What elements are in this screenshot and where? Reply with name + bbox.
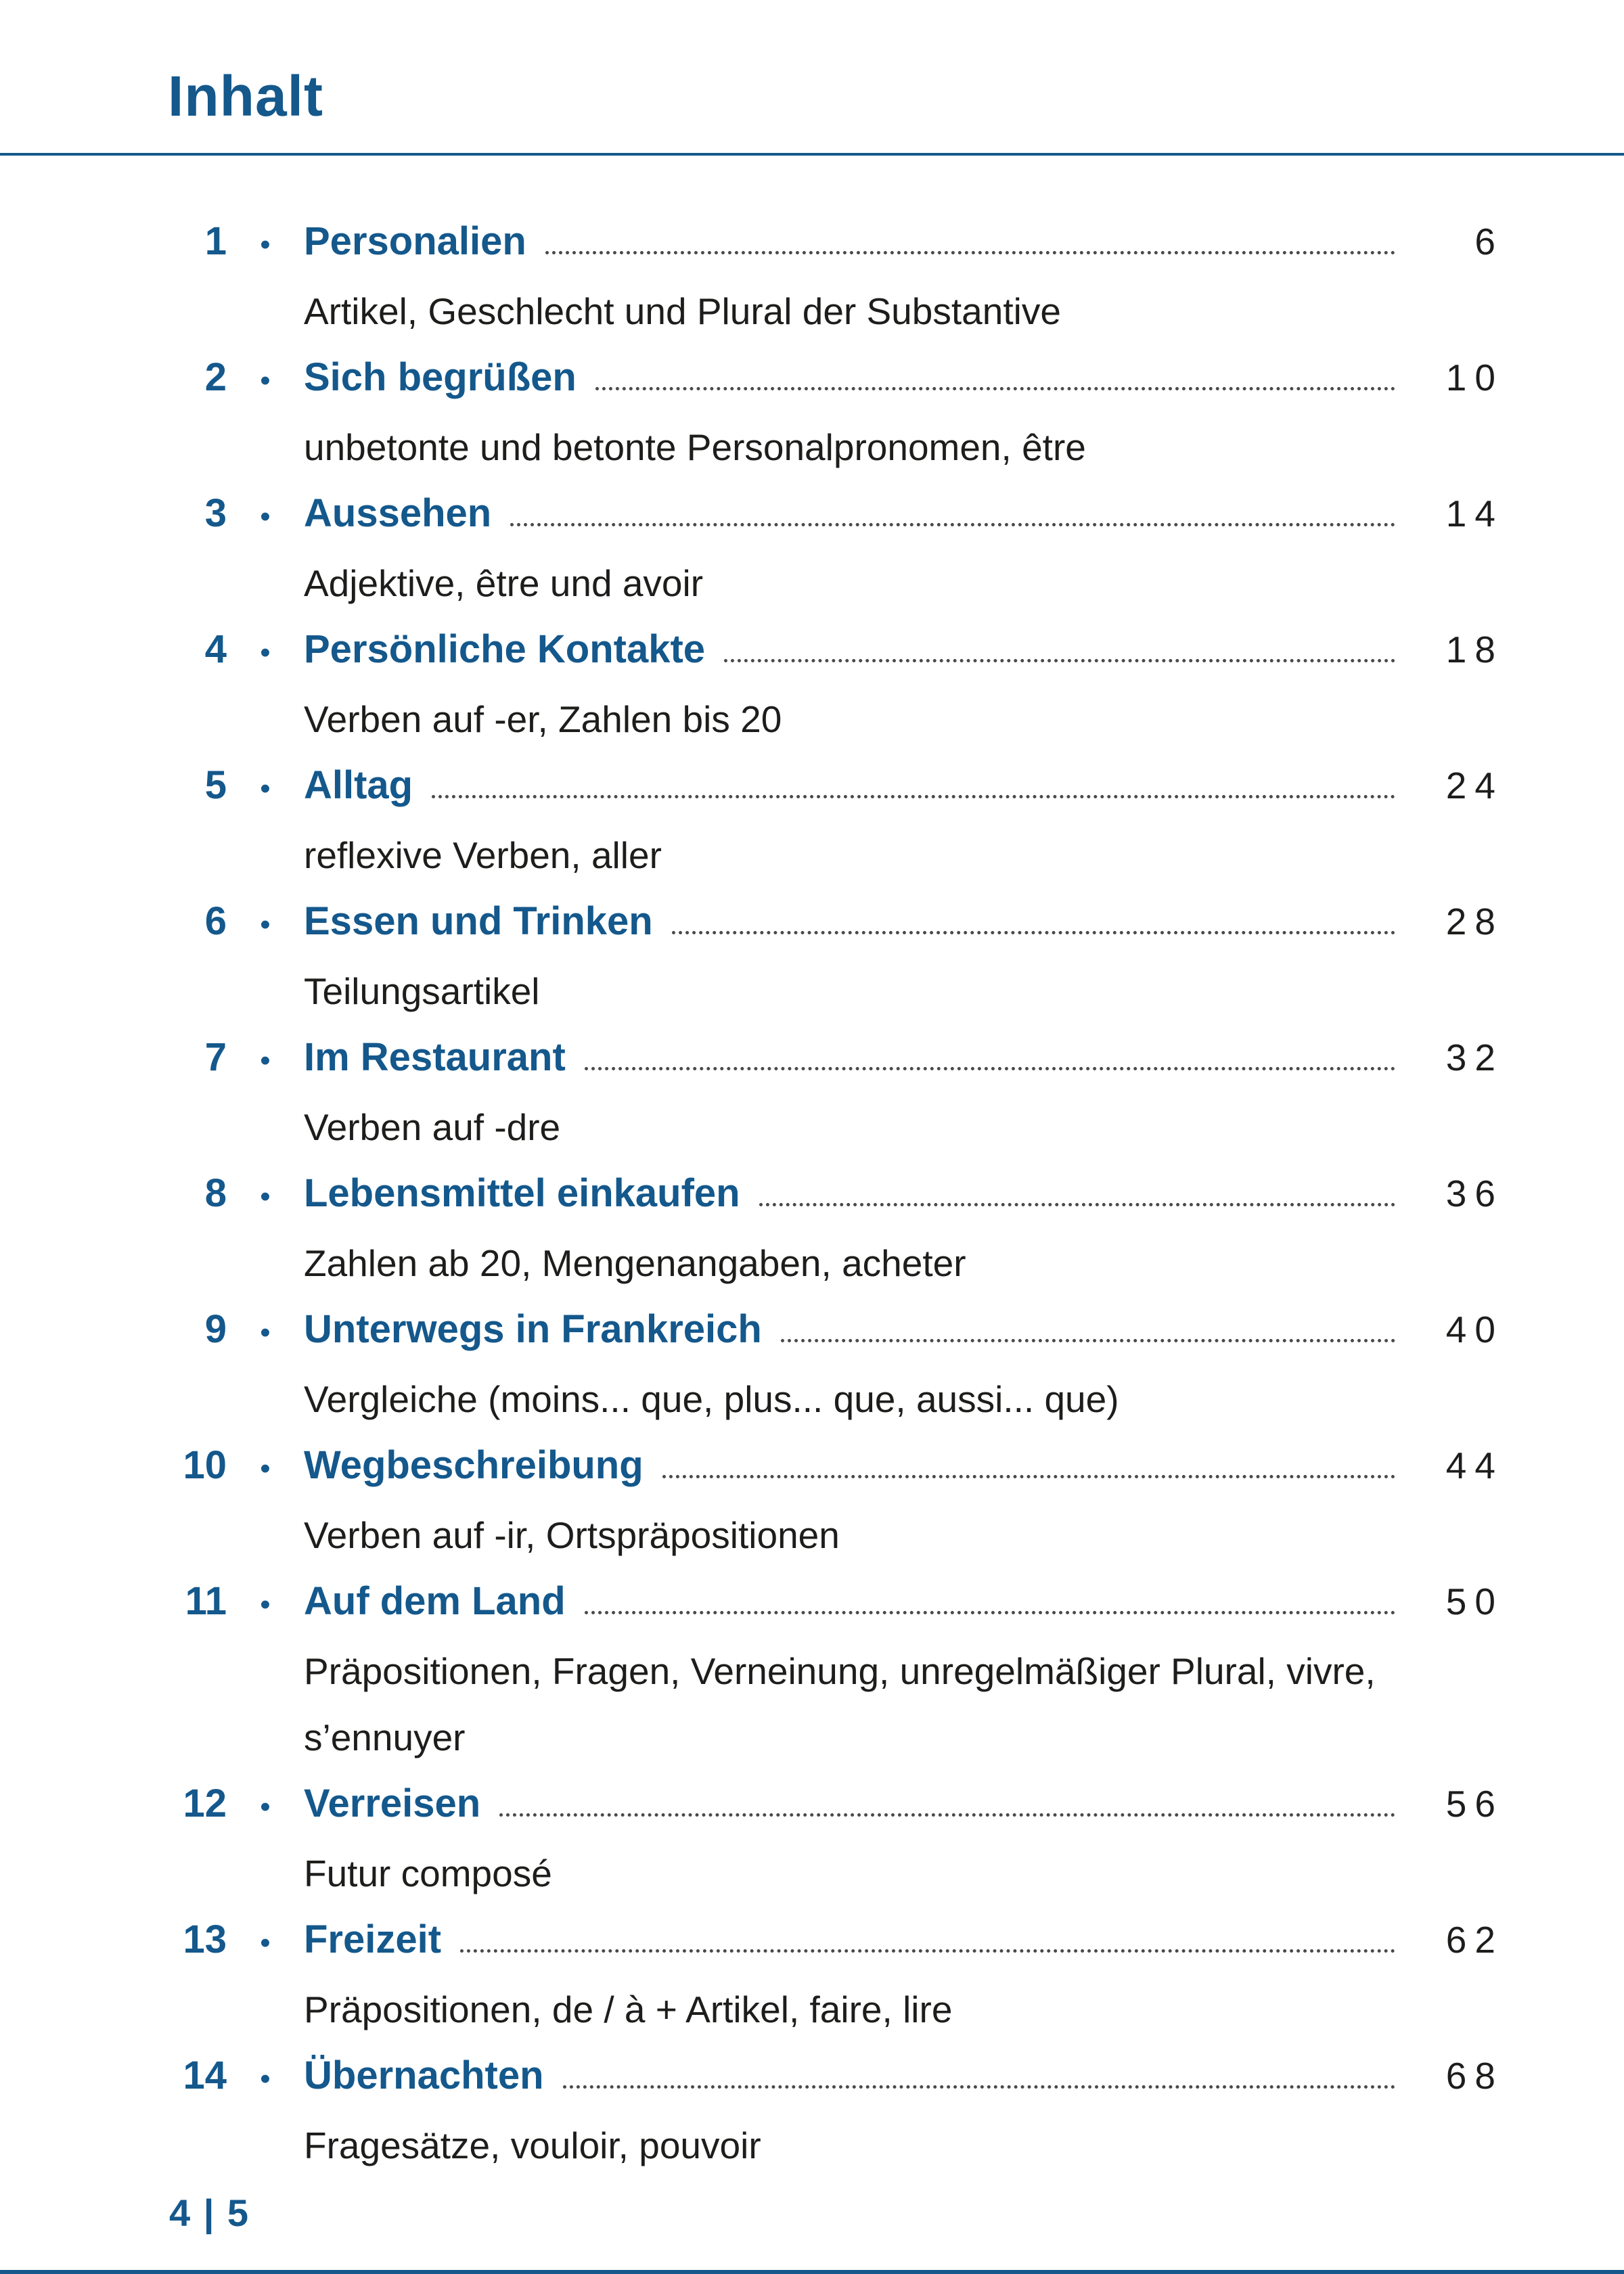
chapter-subtitle: Vergleiche (moins... que, plus... que, aussi... que): [304, 1378, 1119, 1420]
chapter-page: 14: [1445, 493, 1504, 535]
chapter-page: 24: [1445, 765, 1504, 806]
chapter-title: Übernachten: [304, 2053, 544, 2097]
dotted-leader: [460, 1949, 1395, 1953]
toc-entry-row: [169, 1024, 1504, 1094]
chapter-number: 3: [204, 491, 227, 535]
toc-entry: [169, 2043, 1504, 2179]
chapter-number: 7: [204, 1035, 227, 1079]
toc-entry: [169, 616, 1504, 752]
dotted-leader: [510, 523, 1395, 526]
chapter-page: 62: [1445, 1919, 1504, 1961]
toc-entry-row: [169, 480, 1504, 550]
toc-entry-row: [169, 752, 1504, 822]
toc-entry: [169, 1907, 1504, 2043]
chapter-number: 13: [183, 1917, 227, 1961]
page-header: [0, 0, 1624, 156]
toc-entry: [169, 480, 1504, 616]
toc-entry-row: [169, 344, 1504, 414]
toc-entry: [169, 1568, 1504, 1771]
page-footer: 4 | 5: [169, 2191, 250, 2234]
dotted-leader: [781, 1339, 1395, 1342]
dotted-leader: [563, 2085, 1396, 2089]
chapter-title: Alltag: [304, 763, 413, 807]
chapter-title: Auf dem Land: [304, 1579, 566, 1623]
chapter-page: 10: [1445, 357, 1504, 399]
chapter-title: Unterwegs in Frankreich: [304, 1307, 762, 1351]
chapter-page: 44: [1445, 1445, 1504, 1486]
dotted-leader: [585, 1067, 1395, 1070]
chapter-subtitle: Teilungsartikel: [304, 970, 540, 1012]
toc-entry-row: [169, 1160, 1504, 1230]
toc-entry: [169, 888, 1504, 1024]
chapter-number: 5: [204, 763, 227, 807]
header-divider: [0, 153, 1624, 156]
chapter-subtitle: Futur composé: [304, 1852, 552, 1894]
chapter-number: 12: [183, 1781, 227, 1825]
toc-entry-row: [169, 1907, 1504, 1976]
bullet-icon: •: [260, 1180, 271, 1213]
toc-entry-row: [169, 888, 1504, 958]
bullet-icon: •: [260, 1926, 271, 1959]
chapter-number: 11: [185, 1579, 227, 1623]
chapter-title: Aussehen: [304, 491, 492, 535]
toc-entry-row: [169, 616, 1504, 686]
chapter-number: 10: [183, 1443, 227, 1487]
bottom-divider: [0, 2270, 1624, 2274]
chapter-number: 14: [183, 2053, 227, 2097]
chapter-page: 50: [1445, 1581, 1504, 1622]
bullet-icon: •: [260, 772, 271, 805]
chapter-subtitle: Präpositionen, Fragen, Verneinung, unregelmäßiger Plural, vivre, s’ennuyer: [304, 1650, 1376, 1758]
bullet-icon: •: [260, 2062, 271, 2095]
chapter-title: Verreisen: [304, 1781, 481, 1825]
chapter-subtitle: Adjektive, être und avoir: [304, 562, 704, 604]
chapter-page: 6: [1474, 221, 1504, 263]
toc-entry: [169, 1771, 1504, 1907]
toc-entry: [169, 1024, 1504, 1160]
dotted-leader: [499, 1813, 1395, 1817]
chapter-subtitle: Verben auf -dre: [304, 1106, 561, 1148]
chapter-subtitle: unbetonte und betonte Personalpronomen, être: [304, 426, 1086, 468]
bullet-icon: •: [260, 1452, 271, 1485]
chapter-title: Personalien: [304, 219, 526, 263]
toc-entry-row: [169, 1568, 1504, 1638]
dotted-leader: [759, 1203, 1395, 1206]
chapter-number: 9: [204, 1307, 227, 1351]
chapter-number: 4: [204, 627, 227, 671]
chapter-title: Sich begrüßen: [304, 355, 577, 399]
bullet-icon: •: [260, 500, 271, 533]
bullet-icon: •: [260, 908, 271, 941]
chapter-page: 28: [1445, 901, 1504, 942]
chapter-page: 68: [1445, 2055, 1504, 2097]
chapter-subtitle: Präpositionen, de / à + Artikel, faire, lire: [304, 1988, 953, 2030]
dotted-leader: [545, 251, 1395, 254]
chapter-number: 2: [204, 355, 227, 399]
chapter-number: 1: [204, 219, 227, 263]
chapter-title: Essen und Trinken: [304, 899, 653, 943]
toc-entry-row: [169, 1771, 1504, 1840]
dotted-leader: [662, 1475, 1395, 1478]
chapter-subtitle: Verben auf -er, Zahlen bis 20: [304, 698, 782, 740]
page-title: Inhalt: [168, 64, 323, 128]
chapter-subtitle: Fragesätze, vouloir, pouvoir: [304, 2124, 761, 2166]
bullet-icon: •: [260, 1044, 271, 1077]
chapter-subtitle: reflexive Verben, aller: [304, 834, 662, 876]
chapter-title: Im Restaurant: [304, 1035, 566, 1079]
toc-list: [0, 208, 1624, 2179]
dotted-leader: [432, 795, 1395, 798]
bullet-icon: •: [260, 364, 271, 397]
toc-entry: [169, 752, 1504, 888]
chapter-page: 18: [1445, 629, 1504, 670]
bullet-icon: •: [260, 228, 271, 261]
bullet-icon: •: [260, 636, 271, 669]
chapter-title: Wegbeschreibung: [304, 1443, 644, 1487]
chapter-subtitle: Artikel, Geschlecht und Plural der Substantive: [304, 290, 1061, 332]
chapter-number: 6: [204, 899, 227, 943]
chapter-page: 32: [1445, 1037, 1504, 1078]
chapter-title: Persönliche Kontakte: [304, 627, 706, 671]
dotted-leader: [724, 659, 1395, 662]
toc-entry-row: [169, 2043, 1504, 2112]
toc-entry-row: [169, 1296, 1504, 1366]
toc-entry-row: [169, 208, 1504, 278]
chapter-number: 8: [204, 1171, 227, 1215]
toc-entry: [169, 1160, 1504, 1296]
toc-entry: [169, 1296, 1504, 1432]
dotted-leader: [595, 387, 1395, 390]
chapter-page: 36: [1445, 1173, 1504, 1214]
chapter-title: Freizeit: [304, 1917, 442, 1961]
dotted-leader: [585, 1611, 1395, 1614]
dotted-leader: [672, 931, 1395, 934]
chapter-page: 56: [1445, 1783, 1504, 1825]
chapter-page: 40: [1445, 1309, 1504, 1350]
toc-entry: [169, 1432, 1504, 1568]
bullet-icon: •: [260, 1316, 271, 1349]
toc-entry: [169, 208, 1504, 344]
toc-entry-row: [169, 1432, 1504, 1502]
toc-entry: [169, 344, 1504, 480]
chapter-subtitle: Zahlen ab 20, Mengenangaben, acheter: [304, 1242, 966, 1284]
bullet-icon: •: [260, 1790, 271, 1823]
chapter-title: Lebensmittel einkaufen: [304, 1171, 740, 1215]
chapter-subtitle: Verben auf -ir, Ortspräpositionen: [304, 1514, 840, 1556]
bullet-icon: •: [260, 1588, 271, 1621]
